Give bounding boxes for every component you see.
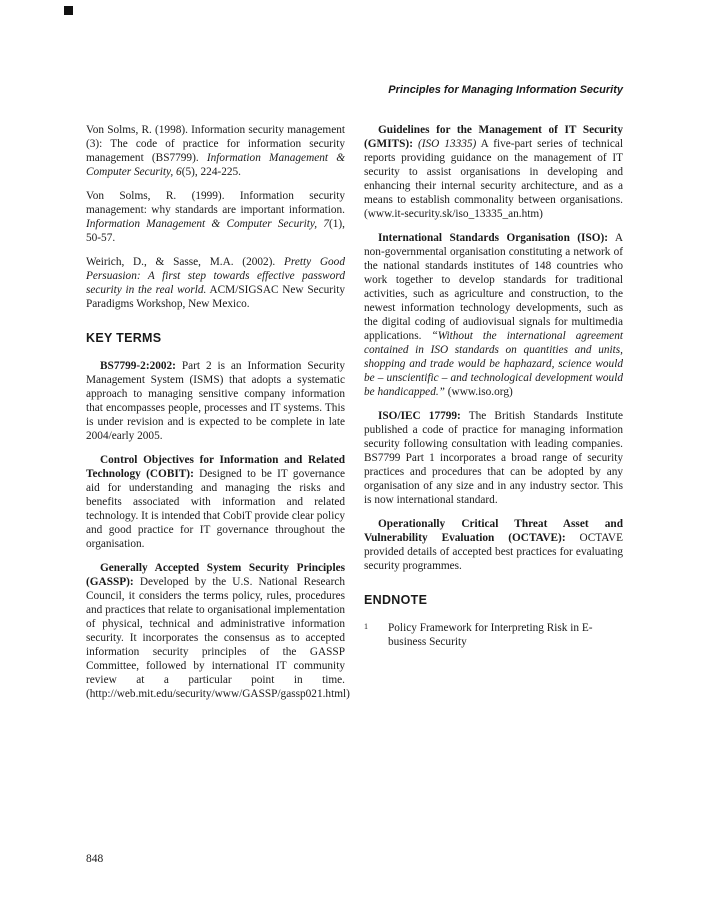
term-definition: The British Standards Institute published a code of practice for managing information security following consultation with leading companies. BS7799 Part 1 incorporates a broad range of security practices and procedures that can be adopted by any organisation of any size and in any industry sector. This is now international standard. [364,410,623,506]
scan-artifact [64,6,73,15]
term-iso-iec-17799 [364,409,623,507]
right-column [364,123,623,711]
endnote-marker: 1 [364,622,368,631]
term-label: Control Objectives for Information and Related Technology (COBIT): [86,454,345,480]
running-head: Principles for Managing Information Security [388,84,623,96]
term-label: Guidelines for the Management of IT Security (GMITS): [364,124,623,150]
term-cobit [86,453,345,551]
term-definition: OCTAVE provided details of accepted best practices for evaluating security programmes. [364,532,623,572]
reference-weirich-sasse-2002 [86,255,345,311]
term-definition: Developed by the U.S. National Research Council, it considers the terms policy, rules, procedures and practices that relate to organisational implementation of physical, technical and administrative information security. It incorporates the consensus as to accepted information security principles of the GASSP Committee, followed by international IT community review at a particular point in time. (http://web.mit.edu/security/www/GASSP/gassp021.html) [86,576,350,700]
endnote-text: Policy Framework for Interpreting Risk in E-business Security [388,622,593,648]
reference-journal-italic: Information Management & Computer Security, 7 [86,218,329,230]
term-label: BS7799-2:2002: [100,360,176,372]
reference-title-italic: Pretty Good Persuasion: A first step towards effective password security in the real world. [86,256,345,296]
term-label: ISO/IEC 17799: [378,410,461,422]
reference-von-solms-1999 [86,189,345,245]
reference-text: Von Solms, R. (1998). Information security management (3): The code of practice for information security management (BS7799). [86,124,345,164]
term-definition: (www.iso.org) [444,386,513,398]
reference-von-solms-1998 [86,123,345,179]
key-terms-heading: KEY TERMS [86,331,162,345]
page-number: 848 [86,853,104,865]
term-iso [364,231,623,399]
left-column [86,123,350,711]
endnote-heading: ENDNOTE [364,593,428,607]
term-label: International Standards Organisation (ISO): [378,232,609,244]
term-gmits [364,123,623,221]
term-octave [364,517,623,573]
term-definition: Designed to be IT governance aid for understanding and managing the risks and benefits associated with information and related technology. It is intended that CobiT provide clear policy and good practice for IT governance throughout the organisation. [86,468,345,550]
reference-journal-italic: Information Management & Computer Security, 6 [86,152,346,178]
term-bs7799 [86,359,345,443]
term-gassp [86,561,350,701]
reference-text: (5), 224-225. [181,166,242,178]
term-definition: A non-governmental organisation constituting a network of the national standards institutes of 148 countries who work together to develop standards for traditional activities, such as agriculture and construction, to the newest information technology developments, such as the digital coding of audiovisual signals for multimedia applications. [364,232,624,342]
reference-text: Weirich, D., & Sasse, M.A. (2002). [86,256,284,268]
term-definition: A five-part series of technical reports providing guidance on the management of IT security to assist organisations in developing and enhancing their internal security architecture, and as a means to establish commonality between organisations. (www.it-security.sk/iso_13335_an.htm) [364,138,624,220]
term-label: Operationally Critical Threat Asset and Vulnerability Evaluation (OCTAVE): [364,518,623,544]
two-column-layout [86,123,623,711]
term-definition: Part 2 is an Information Security Management System (ISMS) that adopts a systematic approach to managing sensitive company information that encompasses people, processes and IT systems. This is under revision and is expected to be complete in late 2004/early 2005. [86,360,345,442]
endnote-entry [364,621,623,649]
reference-text: ACM/SIGSAC New Security Paradigms Workshop, New Mexico. [86,284,345,310]
reference-text: (1), 50-57. [86,218,345,244]
term-iso-ref-italic: (ISO 13335) [412,138,477,150]
reference-text: Von Solms, R. (1999). Information security management: why standards are important information. [86,190,345,216]
page-content [86,84,623,711]
term-quote-italic: “Without the international agreement contained in ISO standards on quantities and units, shopping and trade would be haphazard, science would be – unscientific – and technological development would be handicapped.” [364,330,623,398]
term-label: Generally Accepted System Security Principles (GASSP): [86,562,345,588]
